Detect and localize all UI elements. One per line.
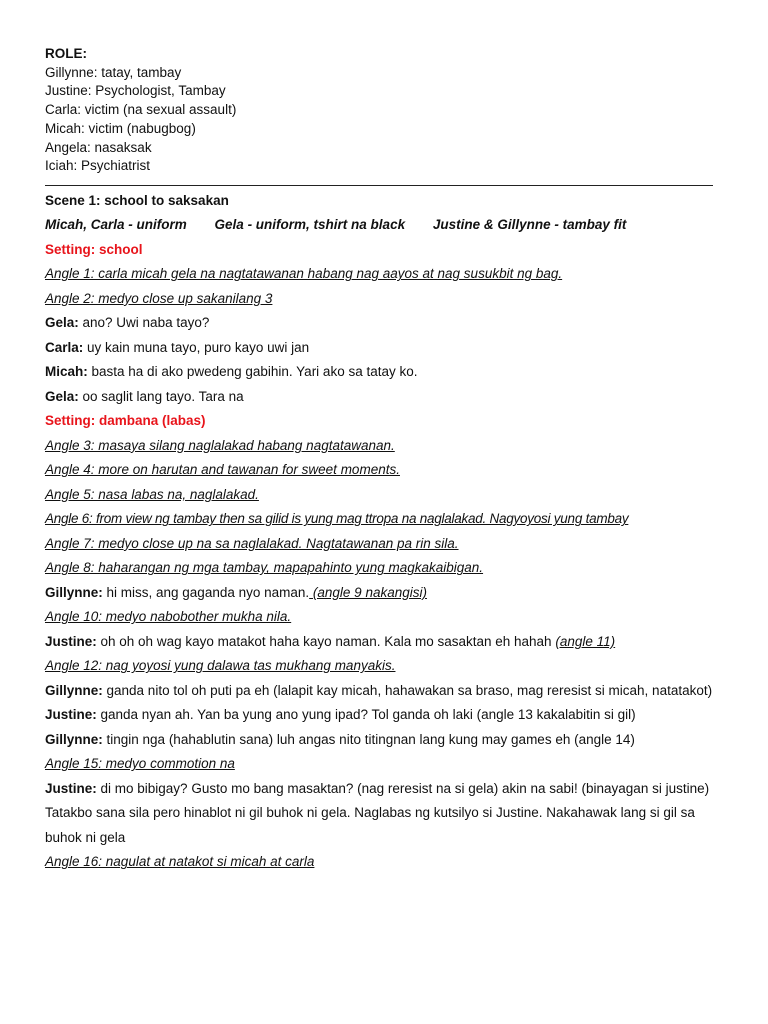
- role-section: [45, 45, 725, 176]
- role-entry: Micah: victim (nabugbog): [45, 120, 196, 136]
- camera-angle: Angle 8: haharangan ng mga tambay, mapapahinto yung magkakaibigan.: [45, 560, 484, 576]
- role-entry: Carla: victim (na sexual assault): [45, 102, 237, 118]
- costume-line: [45, 213, 725, 238]
- dialogue-line: [45, 679, 725, 704]
- dialogue-text: oo saglit lang tayo. Tara na: [78, 388, 244, 404]
- role-entry: Justine: Psychologist, Tambay: [45, 83, 226, 99]
- dialogue-text: di mo bibigay? Gusto mo bang masaktan? (nag reresist na si gela) akin na sabi! (binayagan si justine): [96, 780, 710, 796]
- dialogue-line: [45, 360, 725, 385]
- speaker-name: Carla:: [45, 339, 84, 355]
- document-page: [45, 45, 725, 875]
- speaker-name: Gillynne:: [45, 731, 103, 747]
- dialogue-text: uy kain muna tayo, puro kayo uwi jan: [83, 339, 310, 355]
- role-entry: Angela: nasaksak: [45, 139, 152, 155]
- role-entry: Iciah: Psychiatrist: [45, 158, 151, 174]
- speaker-name: Justine:: [45, 633, 97, 649]
- role-entry: Gillynne: tatay, tambay: [45, 64, 182, 80]
- camera-angle: Angle 10: medyo nabobother mukha nila.: [45, 609, 292, 625]
- camera-angle: Angle 1: carla micah gela na nagtatawanan habang nag aayos at nag susukbit ng bag.: [45, 266, 563, 282]
- dialogue-line: [45, 311, 725, 336]
- scene-title: Scene 1: school to saksakan: [45, 192, 229, 208]
- setting-heading: Setting: school: [45, 241, 143, 257]
- dialogue-text: ano? Uwi naba tayo?: [78, 315, 210, 331]
- speaker-name: Gillynne:: [45, 584, 103, 600]
- speaker-name: Justine:: [45, 707, 97, 723]
- speaker-name: Justine:: [45, 780, 97, 796]
- inline-angle: (angle 9 nakangisi): [309, 584, 427, 600]
- camera-angle: Angle 15: medyo commotion na: [45, 756, 235, 772]
- camera-angle: Angle 3: masaya silang naglalakad habang nagtatawanan.: [45, 437, 395, 453]
- dialogue-line: [45, 777, 725, 802]
- dialogue-text: basta ha di ako pwedeng gabihin. Yari ako sa tatay ko.: [87, 364, 418, 380]
- camera-angle: Angle 2: medyo close up sakanilang 3: [45, 290, 273, 306]
- camera-angle: Angle 5: nasa labas na, naglalakad.: [45, 486, 259, 502]
- speaker-name: Gela:: [45, 388, 79, 404]
- speaker-name: Gela:: [45, 315, 79, 331]
- camera-angle: Angle 7: medyo close up na sa naglalakad. Nagtatawanan pa rin sila.: [45, 535, 459, 551]
- dialogue-text: ganda nito tol oh puti pa eh (lalapit kay micah, hahawakan sa braso, mag reresist si micah, natatakot): [102, 682, 713, 698]
- inline-angle: (angle 11): [555, 633, 616, 649]
- dialogue-line: [45, 385, 725, 410]
- dialogue-text: oh oh oh wag kayo matakot haha kayo naman. Kala mo sasaktan eh hahah: [96, 633, 556, 649]
- setting-heading: Setting: dambana (labas): [45, 413, 206, 429]
- horizontal-divider: [45, 185, 713, 186]
- costume-entry: Micah, Carla - uniform: [45, 217, 187, 233]
- scene-script: [45, 189, 725, 875]
- speaker-name: Micah:: [45, 364, 88, 380]
- camera-angle: Angle 16: nagulat at natakot si micah at carla: [45, 854, 315, 870]
- speaker-name: Gillynne:: [45, 682, 103, 698]
- dialogue-text: hi miss, ang gaganda nyo naman.: [102, 584, 310, 600]
- dialogue-line: [45, 630, 725, 655]
- narration-line: Tatakbo sana sila pero hinablot ni gil buhok ni gela. Naglabas ng kutsilyo si Justine. Nakahawak lang si gil sa buhok ni gela: [45, 805, 695, 845]
- camera-angle: Angle 12: nag yoyosi yung dalawa tas mukhang manyakis.: [45, 658, 396, 674]
- dialogue-line: [45, 581, 725, 606]
- dialogue-text: tingin nga (hahablutin sana) luh angas nito titingnan lang kung may games eh (angle 14): [102, 731, 635, 747]
- camera-angle: Angle 6: from view ng tambay then sa gilid is yung mag ttropa na naglalakad. Nagyoyosi yung tambay: [45, 511, 629, 527]
- role-heading: ROLE:: [45, 46, 87, 61]
- dialogue-line: [45, 703, 725, 728]
- dialogue-line: [45, 336, 725, 361]
- dialogue-text: ganda nyan ah. Yan ba yung ano yung ipad? Tol ganda oh laki (angle 13 kakalabitin si gil): [96, 707, 636, 723]
- costume-entry: Justine & Gillynne - tambay fit: [432, 217, 627, 233]
- dialogue-line: [45, 728, 725, 753]
- costume-entry: Gela - uniform, tshirt na black: [214, 217, 406, 233]
- camera-angle: Angle 4: more on harutan and tawanan for sweet moments.: [45, 462, 400, 478]
